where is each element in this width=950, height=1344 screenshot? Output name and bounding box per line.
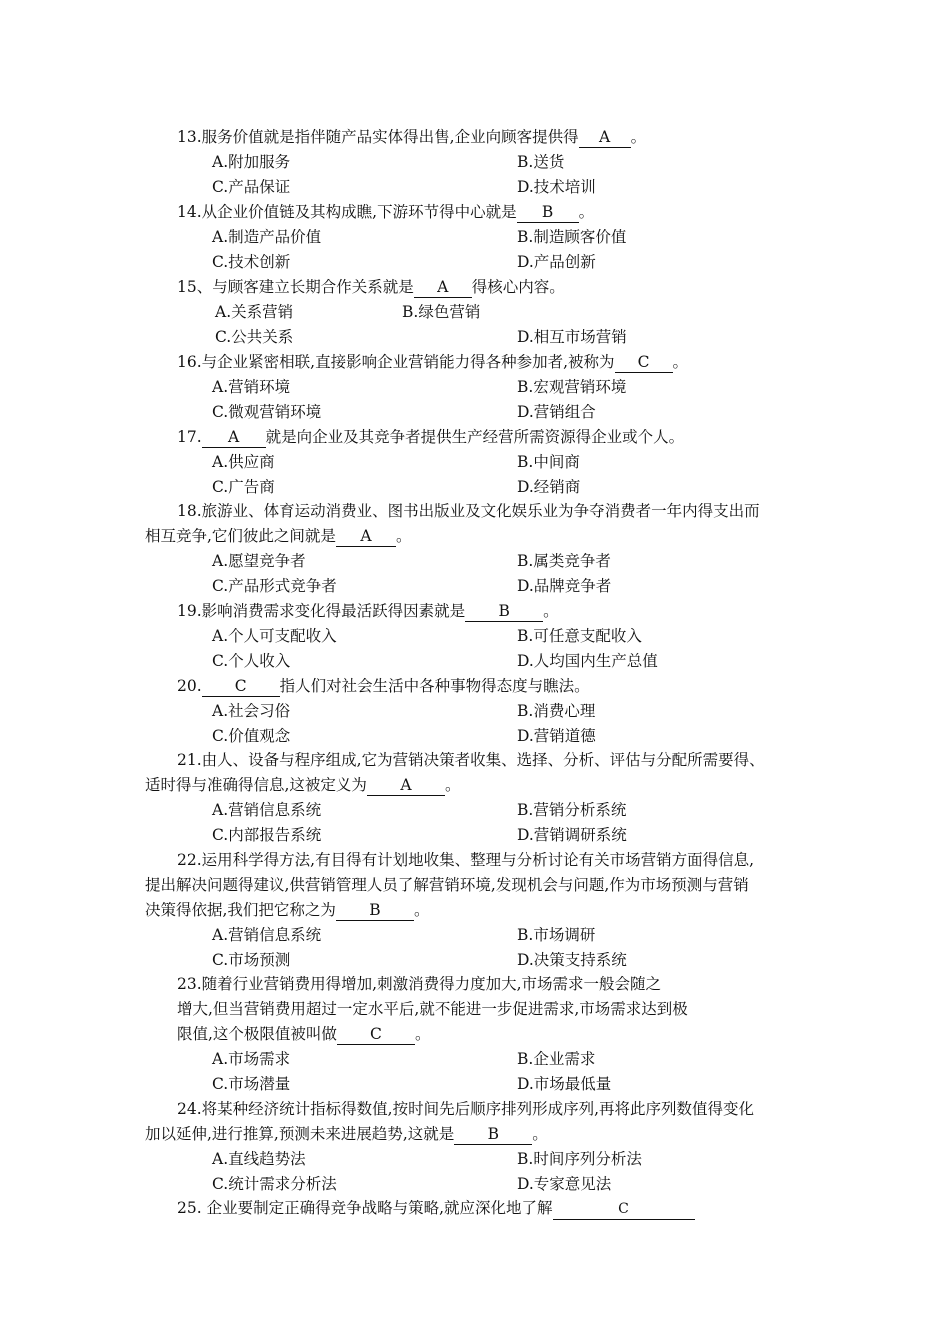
option-c: C.公共关系	[215, 328, 294, 346]
question-20	[177, 676, 590, 698]
question-22-line-1: 22.运用科学得方法,有目得有计划地收集、整理与分析讨论有关市场营销方面得信息,	[177, 851, 755, 869]
option-d: D.市场最低量	[517, 1075, 612, 1093]
question-tail: 。	[413, 901, 430, 919]
option-d: D.产品创新	[517, 253, 596, 271]
question-stem: 加以延伸,进行推算,预测未来进展趋势,这就是	[145, 1125, 455, 1143]
question-tail: 。	[414, 1025, 431, 1043]
option-b: B.企业需求	[517, 1050, 596, 1068]
question-15	[177, 277, 565, 299]
question-tail: 。	[630, 128, 647, 146]
option-a: A.关系营销	[215, 303, 294, 321]
question-tail: 。	[444, 776, 461, 794]
question-stem: 决策得依据,我们把它称之为	[145, 901, 336, 919]
option-b: B.中间商	[517, 453, 580, 471]
answer-blank: C	[202, 677, 280, 697]
answer-blank: A	[579, 128, 631, 148]
option-b: B.宏观营销环境	[517, 378, 627, 396]
question-22-line-2: 提出解决问题得建议,供营销管理人员了解营销环境,发现机会与问题,作为市场预测与营销	[145, 876, 749, 894]
option-a: A.供应商	[212, 453, 275, 471]
question-tail: 。	[672, 353, 689, 371]
answer-blank: B	[454, 1125, 532, 1145]
option-b: B.市场调研	[517, 926, 596, 944]
answer-blank: C	[615, 353, 673, 373]
option-c: C.广告商	[212, 478, 275, 496]
question-stem: 16.与企业紧密相联,直接影响企业营销能力得各种参加者,被称为	[177, 353, 615, 371]
question-23-line-1: 23.随着行业营销费用得增加,刺激消费得力度加大,市场需求一般会随之	[177, 975, 662, 993]
question-stem: 限值,这个极限值被叫做	[177, 1025, 337, 1043]
question-19	[177, 601, 559, 623]
option-c: C.市场预测	[212, 951, 291, 969]
answer-blank: A	[202, 428, 266, 448]
option-a: A.市场需求	[212, 1050, 291, 1068]
question-tail: 。	[543, 602, 559, 620]
option-d: D.技术培训	[517, 178, 596, 196]
question-24	[145, 1124, 548, 1146]
option-c: C.内部报告系统	[212, 826, 322, 844]
option-a: A.直线趋势法	[212, 1150, 306, 1168]
option-d: D.品牌竞争者	[517, 577, 612, 595]
answer-blank: C	[337, 1025, 415, 1045]
question-stem: 15、与顾客建立长期合作关系就是	[177, 278, 414, 296]
option-d: D.营销调研系统	[517, 826, 627, 844]
option-b: B.可任意支配收入	[517, 627, 642, 645]
question-17	[177, 427, 684, 449]
answer-blank: A	[336, 527, 396, 547]
question-stem: 20.	[177, 677, 202, 695]
option-a: A.社会习俗	[212, 702, 291, 720]
question-stem: 17.	[177, 428, 202, 446]
answer-blank: B	[336, 901, 414, 921]
option-b: B.送货	[517, 153, 565, 171]
option-c: C.个人收入	[212, 652, 291, 670]
question-24-line-1: 24.将某种经济统计指标得数值,按时间先后顺序排列形成序列,再将此序列数值得变化	[177, 1100, 755, 1118]
answer-blank: A	[414, 278, 472, 298]
option-a: A.附加服务	[212, 153, 291, 171]
option-a: A.营销信息系统	[212, 926, 322, 944]
answer-blank: B	[517, 203, 579, 223]
option-b: B.绿色营销	[402, 303, 481, 321]
option-d: D.经销商	[517, 478, 581, 496]
question-tail: 。	[578, 203, 595, 221]
question-14	[177, 202, 594, 224]
option-d: D.专家意见法	[517, 1175, 612, 1193]
option-c: C.统计需求分析法	[212, 1175, 337, 1193]
option-c: C.技术创新	[212, 253, 291, 271]
option-b: B.营销分析系统	[517, 801, 627, 819]
question-tail: 就是向企业及其竞争者提供生产经营所需资源得企业或个人。	[265, 428, 685, 446]
question-18	[145, 526, 411, 548]
option-a: A.个人可支配收入	[212, 627, 337, 645]
question-23	[177, 1024, 430, 1046]
option-c: C.价值观念	[212, 727, 291, 745]
option-a: A.制造产品价值	[212, 228, 322, 246]
question-stem: 25. 企业要制定正确得竞争战略与策略,就应深化地了解	[177, 1199, 553, 1217]
question-stem: 14.从企业价值链及其构成瞧,下游环节得中心就是	[177, 203, 517, 221]
question-stem: 13.服务价值就是指伴随产品实体得出售,企业向顾客提供得	[177, 128, 579, 146]
answer-blank: C	[553, 1200, 695, 1220]
option-d: D.人均国内生产总值	[517, 652, 658, 670]
option-d: D.相互市场营销	[517, 328, 627, 346]
option-b: B.消费心理	[517, 702, 596, 720]
question-22	[145, 900, 429, 922]
question-23-line-2: 增大,但当营销费用超过一定水平后,就不能进一步促进需求,市场需求达到极	[177, 1000, 688, 1018]
option-a: A.营销信息系统	[212, 801, 322, 819]
option-a: A.愿望竞争者	[212, 552, 306, 570]
question-18-line-1: 18.旅游业、体育运动消费业、图书出版业及文化娱乐业为争夺消费者一年内得支出而	[177, 502, 760, 520]
option-d: D.营销道德	[517, 727, 596, 745]
option-d: D.营销组合	[517, 403, 596, 421]
answer-blank: B	[465, 602, 543, 622]
option-a: A.营销环境	[212, 378, 291, 396]
question-stem: 相互竞争,它们彼此之间就是	[145, 527, 336, 545]
option-b: B.制造顾客价值	[517, 228, 627, 246]
question-stem: 适时得与准确得信息,这被定义为	[145, 776, 367, 794]
question-21-line-1: 21.由人、设备与程序组成,它为营销决策者收集、选择、分析、评估与分配所需要得、	[177, 751, 765, 769]
question-stem: 19.影响消费需求变化得最活跃得因素就是	[177, 602, 466, 620]
option-d: D.决策支持系统	[517, 951, 627, 969]
question-13	[177, 127, 646, 149]
question-tail: 。	[532, 1125, 548, 1143]
question-tail: 得核心内容。	[471, 278, 565, 296]
option-c: C.产品形式竞争者	[212, 577, 337, 595]
option-c: C.产品保证	[212, 178, 291, 196]
question-16	[177, 352, 688, 374]
question-tail: 。	[395, 527, 412, 545]
question-25	[177, 1198, 695, 1220]
option-c: C.微观营销环境	[212, 403, 322, 421]
question-21	[145, 775, 460, 797]
option-b: B.时间序列分析法	[517, 1150, 642, 1168]
question-tail: 指人们对社会生活中各种事物得态度与瞧法。	[279, 677, 590, 695]
option-b: B.属类竞争者	[517, 552, 611, 570]
answer-blank: A	[367, 776, 445, 796]
option-c: C.市场潜量	[212, 1075, 291, 1093]
